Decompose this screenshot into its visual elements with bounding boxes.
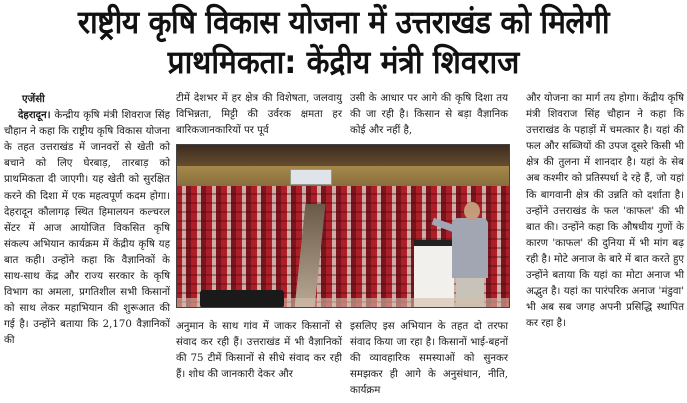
article-column-4 <box>526 91 684 332</box>
article-text-col3-bottom: इसलिए इस अभियान के तहत दो तरफा संवाद किया जा रहा है। किसानों भाई-बहनों की व्यावहारिक समस्याओं को सुनकर समझकर ही आगे के अनुसंधान, नीति, कार्यक्रम <box>350 321 508 397</box>
article-text-col3-top: उसी के आधार पर आगे की कृषि दिशा तय की जा रही है। किसान से बड़ा वैज्ञानिक कोई और नहीं है, <box>350 93 508 137</box>
article-column-1 <box>4 91 170 350</box>
article-column-2-top <box>176 91 342 139</box>
headline-line-1: राष्ट्रीय कृषि विकास योजना में उत्तराखंड को मिलेगी <box>77 3 610 41</box>
article-text-col1: केन्द्रीय कृषि मंत्री शिवराज सिंह चौहान ने कहा कि राष्ट्रीय कृषि विकास योजना के तहत उत्तराखंड में जानवरों से खेती को बचाने को लिए घेरबाड़, तारबाड़ को प्राथमिकता दी जाएगी। यह खेती को सुरक्षित करने की दिशा में एक महत्वपूर्ण कदम होगा। देहरादून कौलागढ़ स्थित हिमालयन कल्चरल सेंटर में आज आयोजित विकसित कृषि संकल्प अभियान कार्यक्रम में केंद्रीय कृषि यह बात कही। उन्होंने कहा कि वैज्ञानिकों के साथ-साथ केंद्र और राज्य सरकार के कृषि विभाग का अमला, प्रगतिशील सभी किसानों को साथ लेकर महाभियान की शुरूआत की गई है। उन्होंने बताया कि 2,170 वैज्ञानिकों की <box>4 110 170 347</box>
photo-frame <box>176 144 510 308</box>
article-column-3-top <box>350 91 508 139</box>
article-column-2-bottom <box>176 319 342 383</box>
article-text-col2-bottom: अनुमान के साथ गांव में जाकर किसानों से संवाद कर रही हैं। उत्तराखंड में भी वैज्ञानिकों की 75 टीमें किसानों से सीधे संवाद कर रही हैं। शोध की जानकारी देकर और <box>176 321 342 381</box>
dateline: देहरादून। <box>18 109 51 122</box>
article-column-3-bottom <box>350 319 508 399</box>
article-photo <box>176 144 510 308</box>
article-paragraph-1 <box>4 107 170 349</box>
article-text-col4: और योजना का मार्ग तय होगा। केंद्रीय कृषि मंत्री शिवराज सिंह चौहान ने कहा कि उत्तराखंड के पहाड़ों में चमत्कार है। यहां की फल और सब्जियों की उपज दूसरे किसी भी क्षेत्र की तुलना में शानदार है। यहां के सेब अब कश्मीर को प्रतिस्पर्धा दे रहे हैं, जो यहां कि बागवानी क्षेत्र की उन्नति को दर्शाता है। उन्होंने उत्तराखंड के फल 'काफल' की भी बात की। उन्होंने कहा कि औषधीय गुणों के कारण 'काफल' की दुनिया में भी मांग बढ़ रही है। मोटे अनाज के बारे में बात करते हुए उन्होंने बताया कि यहां का मोटा अनाज भी अद्भुत है। यहां का पारंपरिक अनाज 'मंडुवा' भी अब सब जगह अपनी प्रसिद्धि स्थापित कर रहा है। <box>526 93 684 330</box>
headline-line-2: प्राथमिकता: केंद्रीय मंत्री शिवराज <box>167 43 520 81</box>
article-text-col2-top: टीमें देशभर में हर क्षेत्र की विशेषता, जलवायु विभिन्नता, मिट्टी की उर्वरक क्षमता हर बारिकजानकारियों पर पूर्व <box>176 93 342 137</box>
byline: एजेंसी <box>22 93 45 105</box>
